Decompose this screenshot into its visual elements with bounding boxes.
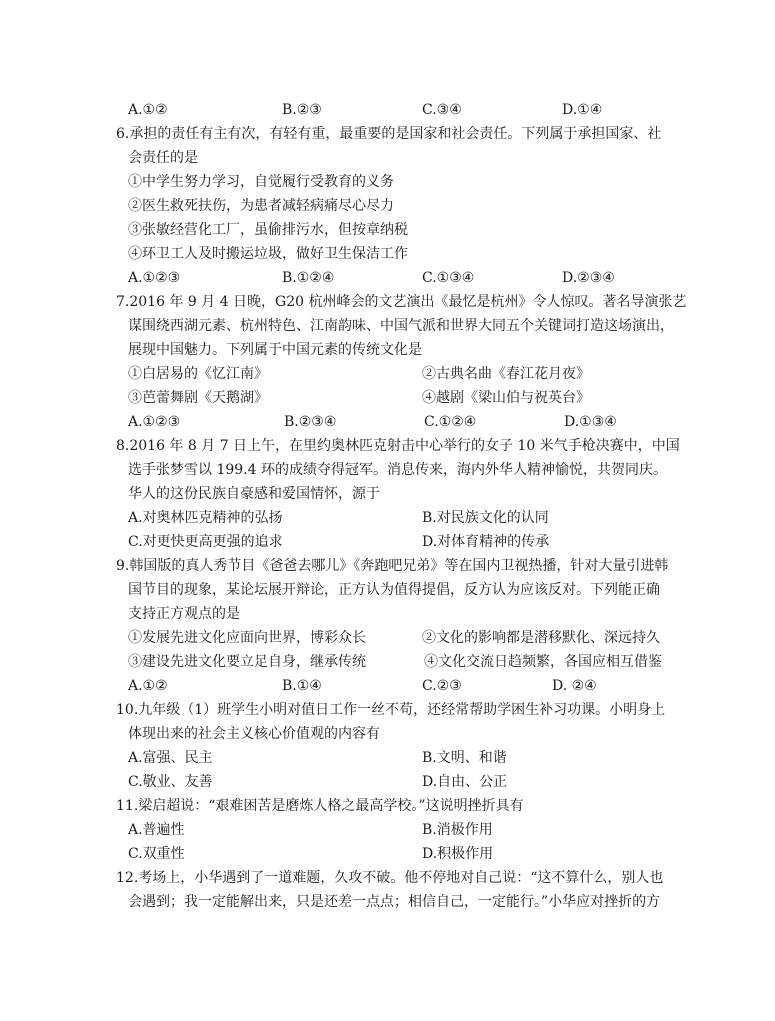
q8-stem-line-3: 华人的这份民族自豪感和爱国情怀，源于 — [128, 486, 380, 502]
q6-option-a: A.①②③ — [128, 270, 181, 286]
q10-option-a: A.富强、民主 — [128, 750, 213, 766]
q8-stem-line-2: 选手张梦雪以 199.4 环的成绩夺得冠军。消息传来，海内外华人精神愉悦，共贺同庆。 — [128, 462, 667, 478]
q6-item-2: ②医生救死扶伤，为患者减轻病痛尽心尽力 — [128, 198, 394, 214]
q8-option-c: C.对更快更高更强的追求 — [128, 534, 283, 550]
q12-stem-line-2: 会遇到；我一定能解出来，只是还差一点点；相信自己，一定能行。”小华应对挫折的方 — [128, 894, 661, 910]
q10-option-b: B.文明、和谐 — [422, 750, 507, 766]
q5-option-d: D.①④ — [562, 102, 603, 118]
q8-option-b: B.对民族文化的认同 — [422, 510, 549, 526]
q11-option-a: A.普遍性 — [128, 822, 185, 838]
q10-option-c: C.敬业、友善 — [128, 774, 213, 790]
q11-stem-line-1: 11.梁启超说：“艰难困苦是磨炼人格之最高学校。”这说明挫折具有 — [116, 798, 524, 814]
q9-option-d: D. ②④ — [552, 678, 597, 694]
q7-option-b: B.②③④ — [284, 414, 337, 430]
q7-option-d: D.①③④ — [564, 414, 617, 430]
q9-stem-line-1: 9.韩国版的真人秀节目《爸爸去哪儿》《奔跑吧兄弟》等在国内卫视热播，针对大量引进韩 — [116, 558, 669, 574]
q9-item-4: ④文化交流日趋频繁，各国应相互借鉴 — [424, 654, 662, 670]
q12-stem-line-1: 12.考场上，小华遇到了一道难题，久攻不破。他不停地对自己说：“这不算什么，别人也 — [116, 870, 664, 886]
q9-option-a: A.①② — [128, 678, 168, 694]
q7-option-c: C.①②④ — [424, 414, 477, 430]
q6-option-b: B.①②④ — [282, 270, 335, 286]
q6-item-3: ③张敏经营化工厂，虽偷排污水，但按章纳税 — [128, 222, 408, 238]
q8-option-a: A.对奥林匹克精神的弘扬 — [128, 510, 283, 526]
q9-stem-line-2: 国节目的现象，某论坛展开辩论，正方认为值得提倡，反方认为应该反对。下列能正确 — [128, 582, 660, 598]
q10-stem-line-2: 体现出来的社会主义核心价值观的内容有 — [128, 726, 380, 742]
q5-option-c: C.③④ — [422, 102, 462, 118]
q9-item-3: ③建设先进文化要立足自身，继承传统 — [128, 654, 366, 670]
q9-item-2: ②文化的影响都是潜移默化、深远持久 — [422, 630, 660, 646]
q6-item-4: ④环卫工人及时搬运垃圾，做好卫生保洁工作 — [128, 246, 408, 262]
q10-option-d: D.自由、公正 — [422, 774, 508, 790]
q7-stem-line-3: 展现中国魅力。下列属于中国元素的传统文化是 — [128, 342, 422, 358]
q9-stem-line-3: 支持正方观点的是 — [128, 606, 240, 622]
q7-item-1: ①白居易的《忆江南》 — [128, 366, 268, 382]
q6-option-c: C.①③④ — [422, 270, 475, 286]
q11-option-d: D.积极作用 — [422, 846, 494, 862]
q6-option-d: D.②③④ — [562, 270, 615, 286]
q7-item-4: ④越剧《梁山伯与祝英台》 — [422, 390, 590, 406]
q11-option-c: C.双重性 — [128, 846, 185, 862]
q7-stem-line-1: 7.2016 年 9 月 4 日晚，G20 杭州峰会的文艺演出《最忆是杭州》令人惊叹。著名导演张艺 — [116, 294, 687, 310]
q9-item-1: ①发展先进文化应面向世界，博彩众长 — [128, 630, 366, 646]
q7-stem-line-2: 谋围绕西湖元素、杭州特色、江南韵味、中国气派和世界大同五个关键词打造这场演出， — [128, 318, 674, 334]
q7-item-3: ③芭蕾舞剧《天鹅湖》 — [128, 390, 268, 406]
q7-item-2: ②古典名曲《春江花月夜》 — [422, 366, 590, 382]
q8-option-d: D.对体育精神的传承 — [422, 534, 550, 550]
q8-stem-line-1: 8.2016 年 8 月 7 日上午，在里约奥林匹克射击中心举行的女子 10 米气手枪决赛中，中国 — [116, 438, 680, 454]
q7-option-a: A.①②③ — [128, 414, 181, 430]
q6-item-1: ①中学生努力学习，自觉履行受教育的义务 — [128, 174, 394, 190]
q11-option-b: B.消极作用 — [422, 822, 493, 838]
q5-option-a: A.①② — [128, 102, 168, 118]
q5-option-b: B.②③ — [282, 102, 322, 118]
q6-stem-line-1: 6.承担的责任有主有次，有轻有重，最重要的是国家和社会责任。下列属于承担国家、社 — [116, 126, 662, 142]
q9-option-c: C.②③ — [422, 678, 462, 694]
q6-stem-line-2: 会责任的是 — [128, 150, 198, 166]
q10-stem-line-1: 10.九年级（1）班学生小明对值日工作一丝不苟，还经常帮助学困生补习功课。小明身上 — [116, 702, 666, 718]
q9-option-b: B.①④ — [282, 678, 322, 694]
